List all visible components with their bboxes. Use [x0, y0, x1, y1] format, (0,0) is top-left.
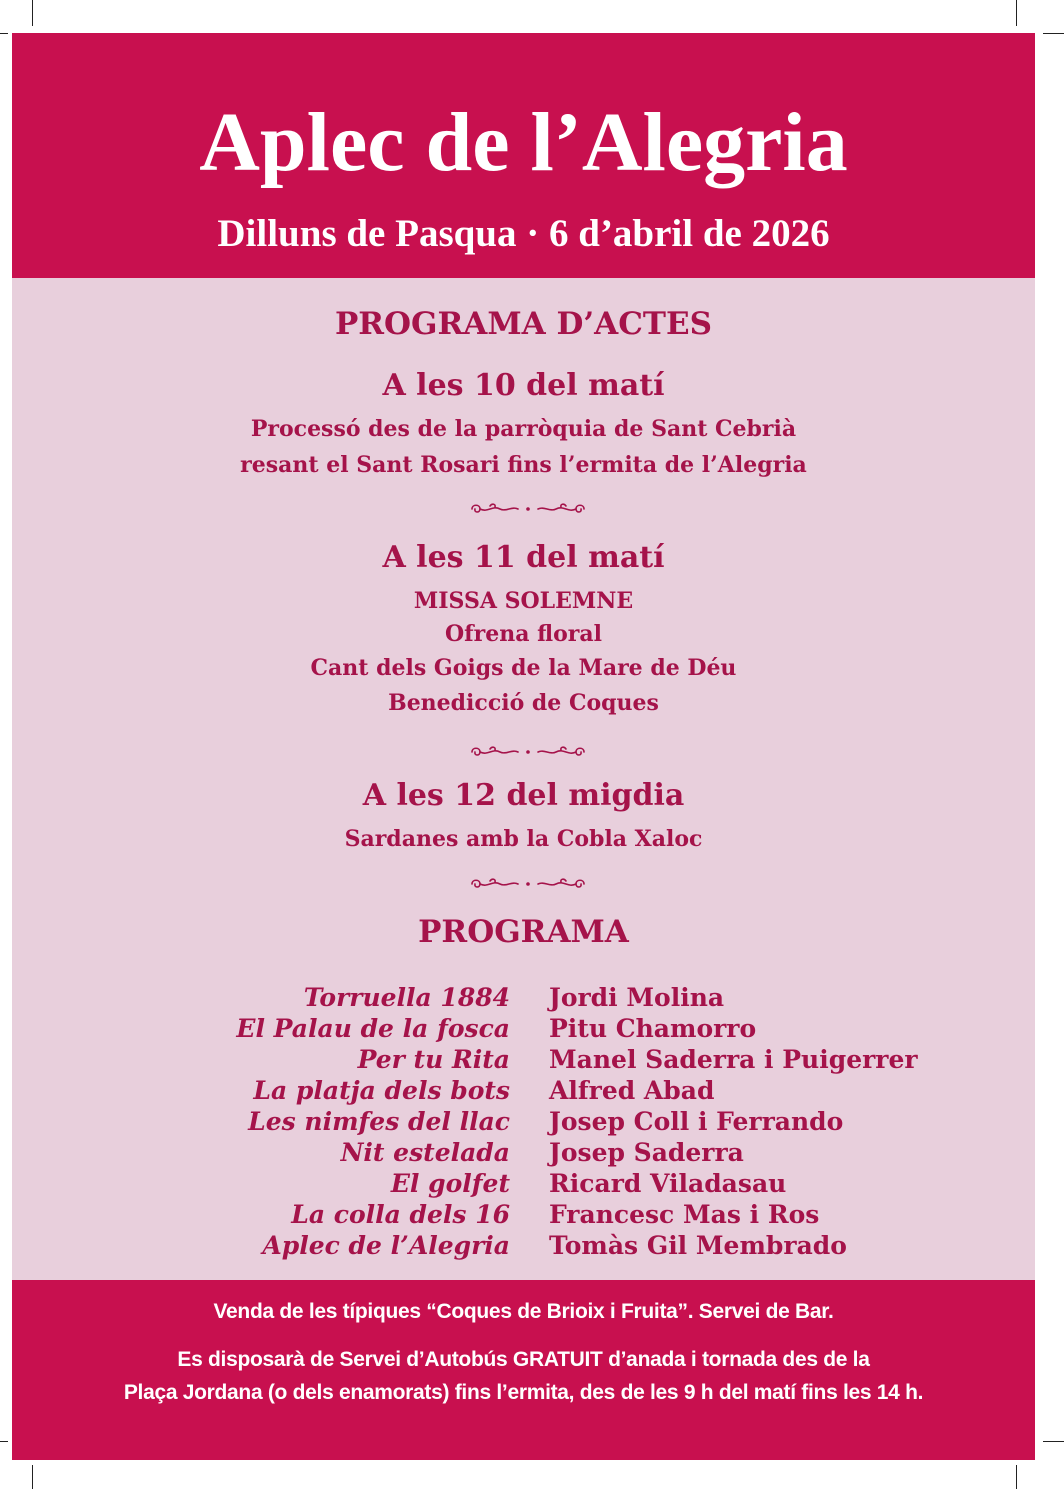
list-item	[12, 1045, 1035, 1076]
piece-author: Jordi Molina	[549, 983, 725, 1012]
piece-title: Les nimfes del llac	[248, 1107, 510, 1136]
piece-title: La colla dels 16	[291, 1200, 510, 1229]
piece-author: Tomàs Gil Membrado	[549, 1231, 847, 1260]
list-item	[12, 1138, 1035, 1169]
event-time: A les 11 del matí	[382, 540, 665, 575]
footer-banner	[12, 1280, 1035, 1460]
event-line: Cant dels Goigs de la Mare de Déu	[310, 655, 737, 681]
ornament-divider-icon	[468, 499, 588, 519]
list-item	[12, 1200, 1035, 1231]
crop-mark-bottom-right-h	[1043, 1441, 1064, 1442]
poster	[12, 33, 1035, 1460]
event-line: Processó des de la parròquia de Sant Cebrià	[250, 416, 797, 442]
list-item	[12, 1231, 1035, 1262]
piece-title: Nit estelada	[340, 1138, 510, 1167]
ornament-divider-icon	[468, 874, 588, 894]
list-item	[12, 1076, 1035, 1107]
piece-author: Alfred Abad	[549, 1076, 715, 1105]
piece-author: Francesc Mas i Ros	[549, 1200, 820, 1229]
footer-line: Plaça Jordana (o dels enamorats) fins l’ermita, des de les 9 h del matí fins les 14 h.	[123, 1381, 924, 1404]
list-item	[12, 1107, 1035, 1138]
event-line: MISSA SOLEMNE	[413, 588, 634, 614]
poster-title: Aplec de l’Alegria	[199, 96, 848, 189]
ornament-divider-icon	[468, 742, 588, 762]
poster-subtitle: Dilluns de Pasqua · 6 d’abril de 2026	[217, 212, 830, 255]
crop-mark-bottom-left	[32, 1465, 33, 1489]
piece-title: El Palau de la fosca	[236, 1014, 510, 1043]
event-line: resant el Sant Rosari fins l’ermita de l’Alegria	[240, 452, 807, 478]
program-heading: PROGRAMA D’ACTES	[334, 306, 712, 342]
event-line: Sardanes amb la Cobla Xaloc	[344, 826, 703, 852]
list-item	[12, 1014, 1035, 1045]
footer-line: Venda de les típiques “Coques de Brioix i Fruita”. Servei de Bar.	[213, 1300, 834, 1323]
event-line: Benedicció de Coques	[388, 690, 659, 716]
crop-mark-top-right-h	[1043, 33, 1064, 34]
piece-title: La platja dels bots	[253, 1076, 510, 1105]
crop-mark-bottom-right	[1016, 1465, 1017, 1489]
event-line: Ofrena floral	[445, 621, 602, 647]
piece-title: Torruella 1884	[303, 983, 510, 1012]
crop-mark-top-right	[1016, 0, 1017, 26]
list-item	[12, 983, 1035, 1014]
piece-author: Pitu Chamorro	[549, 1014, 757, 1043]
crop-mark-top-left	[32, 0, 33, 26]
piece-author: Manel Saderra i Puigerrer	[549, 1045, 918, 1074]
crop-mark-bottom-left-h	[0, 1441, 8, 1442]
music-program-heading: PROGRAMA	[418, 914, 629, 950]
header-banner	[12, 33, 1035, 278]
program-body	[12, 278, 1035, 1280]
event-time: A les 12 del migdia	[362, 778, 685, 813]
piece-author: Josep Coll i Ferrando	[549, 1107, 844, 1136]
piece-title: Per tu Rita	[357, 1045, 510, 1074]
piece-author: Josep Saderra	[549, 1138, 744, 1167]
list-item	[12, 1169, 1035, 1200]
event-time: A les 10 del matí	[382, 368, 665, 403]
piece-title: El golfet	[390, 1169, 510, 1198]
piece-title: Aplec de l’Alegria	[262, 1231, 510, 1260]
footer-line: Es disposarà de Servei d’Autobús GRATUIT d’anada i tornada des de la	[177, 1348, 870, 1371]
crop-mark-top-left-h	[0, 33, 8, 34]
piece-author: Ricard Viladasau	[549, 1169, 787, 1198]
